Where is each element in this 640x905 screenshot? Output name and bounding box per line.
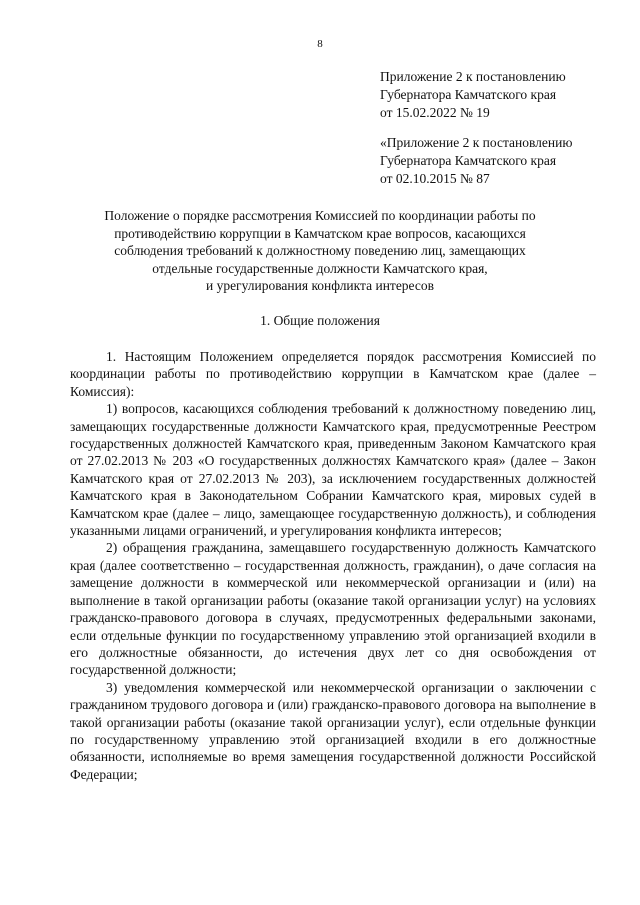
title-line: противодействию коррупции в Камчатском крае вопросов, касающихся bbox=[114, 225, 526, 241]
document-title bbox=[70, 207, 570, 295]
title-line: и урегулирования конфликта интересов bbox=[205, 278, 435, 293]
document-body bbox=[70, 348, 596, 783]
title-line: Положение о порядке рассмотрения Комиссией по координации работы по bbox=[104, 208, 536, 223]
annex-line: Губернатора Камчатского края bbox=[380, 153, 557, 168]
annex-line: от 02.10.2015 № 87 bbox=[380, 171, 490, 186]
annex-reference-original bbox=[380, 134, 572, 188]
paragraph-item-3: 3) уведомления коммерческой или некоммерческой организации о заключении с гражданином трудового договора и (или) гражданско-правового договора на выполнение в такой организации работы (оказание такой организации услуг), если отдельные функции по государственному управлению этой организацией входили в его должностные обязанности, исполняемые во время замещения государственной должности Российской Федерации; bbox=[70, 679, 596, 782]
section-heading: 1. Общие положения bbox=[260, 313, 380, 328]
paragraph-item-1: 1) вопросов, касающихся соблюдения требований к должностному поведению лиц, замещающих государственные должности Камчатского края, предусмотренные Реестром государственных должностей Камчатского края, приведенным Законом Камчатского края от 27.02.2013 № 203 «О государственных должностях Камчатского края» (далее – Закон Камчатского края от 27.02.2013 № 203), за исключением государственных должностей Камчатского края в Законодательном Собрании Камчатского края, мировых судей в Камчатском крае (далее – лицо, замещающее государственную должность), и соблюдения указанными лицами ограничений, и урегулирования конфликта интересов; bbox=[70, 401, 596, 539]
title-line: соблюдения требований к должностному поведению лиц, замещающих bbox=[114, 243, 526, 258]
annex-line: от 15.02.2022 № 19 bbox=[380, 105, 490, 120]
annex-line: Приложение 2 к постановлению bbox=[380, 69, 566, 84]
annex-reference-current bbox=[380, 68, 566, 122]
annex-line: «Приложение 2 к постановлению bbox=[380, 135, 573, 150]
paragraph-intro: 1. Настоящим Положением определяется порядок рассмотрения Комиссией по координации работы по противодействию коррупции в Камчатском крае (далее – Комиссия): bbox=[70, 349, 596, 399]
page-number: 8 bbox=[317, 38, 323, 50]
paragraph-item-2: 2) обращения гражданина, замещавшего государственную должность Камчатского края (далее соответственно – государственная должность, гражданин), о даче согласия на замещение должности в коммерческой или некоммерческой организации и (или) на выполнение в такой организации работы (оказание такой организации услуг) на условиях гражданско-правового договора в случаях, предусмотренных федеральными законами, если отдельные функции по государственному управлению этой организацией входили в его должностные обязанности, до истечения двух лет со дня освобождения от государственной должности; bbox=[70, 540, 596, 678]
annex-line: Губернатора Камчатского края bbox=[380, 87, 557, 102]
title-line: отдельные государственные должности Камчатского края, bbox=[152, 260, 488, 276]
